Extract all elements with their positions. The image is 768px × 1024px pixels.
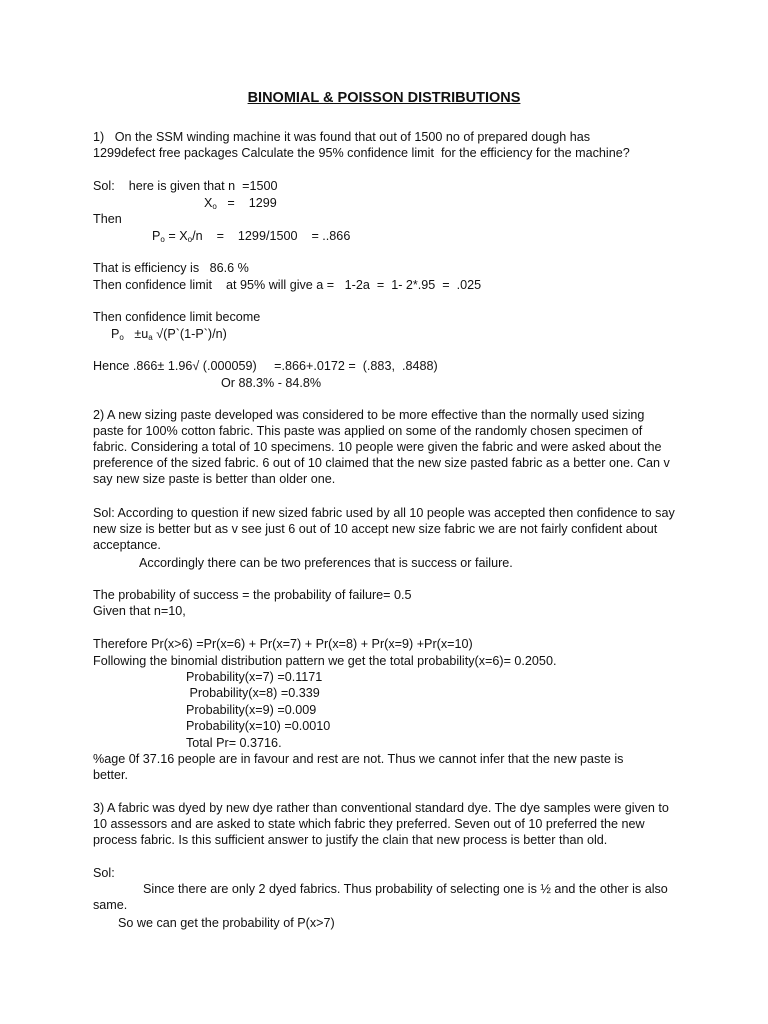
- q2-paragraph: 2) A new sizing paste developed was considered to be more effective than the normally used sizing paste for 100% cotton fabric. This paste was applied on some of the randomly chosen specimen of fabric. Considering a total of 10 specimens. 10 people were given the fabric and were asked about the preference of the sized fabric. 6 out of 10 claimed that the new size pasted fabric as a better one. Can v say new size paste is better than older one.: [93, 408, 670, 486]
- q1-efficiency: That is efficiency is 86.6 %: [93, 261, 249, 275]
- q2-prob-8: Probability(x=8) =0.339: [186, 686, 320, 700]
- q2-solution-paragraph: Sol: According to question if new sized fabric used by all 10 people was accepted then confidence to say new size is better but as v see just 6 out of 10 accept new size fabric we are not fairly confident about acceptance.: [93, 506, 675, 552]
- q2-therefore: Therefore Pr(x>6) =Pr(x=6) + Pr(x=7) + Pr(x=8) + Pr(x=9) +Pr(x=10): [93, 637, 473, 651]
- q2-percentage: %age 0f 37.16 people are in favour and rest are not. Thus we cannot infer that the new paste is better.: [93, 752, 624, 782]
- q3-paragraph: 3) A fabric was dyed by new dye rather than conventional standard dye. The dye samples were given to 10 assessors and are asked to state which fabric they preferred. Seven out of 10 preferred the new process fabric. Is this sufficient answer to justify the clain that new process is better than old.: [93, 801, 669, 847]
- q2-prob-success: The probability of success = the probability of failure= 0.5: [93, 588, 412, 602]
- q1-formula: [111, 326, 227, 346]
- q2-prob-7: Probability(x=7) =0.1171: [186, 670, 323, 684]
- q2-given: Given that n=10,: [93, 604, 186, 618]
- q3-so-we: So we can get the probability of P(x>7): [118, 916, 335, 930]
- x-value: = 1299: [216, 196, 277, 210]
- formula-p: P: [111, 327, 120, 341]
- q2-accordingly: Accordingly there can be two preferences that is success or failure.: [139, 556, 513, 570]
- p-rest: /n = 1299/1500 = ..866: [192, 229, 351, 243]
- q3-since: Since there are only 2 dyed fabrics. Thus probability of selecting one is ½ and the other is also same.: [93, 882, 668, 912]
- q2-prob-9: Probability(x=9) =0.009: [186, 703, 317, 717]
- q1-then: Then: [93, 212, 122, 226]
- q1-p-equation: [152, 228, 350, 248]
- page-title: BINOMIAL & POISSON DISTRIBUTIONS: [247, 90, 521, 106]
- q1-hence: Hence .866± 1.96√ (.000059) =.866+.0172 = (.883, .8488): [93, 359, 438, 373]
- p-subscript: o: [160, 235, 165, 244]
- q1-line2: 1299defect free packages Calculate the 95% confidence limit for the efficiency for the machine?: [93, 146, 630, 160]
- q2-following: Following the binomial distribution pattern we get the total probability(x=6)= 0.2050.: [93, 654, 557, 668]
- q1-sol-line1: Sol: here is given that n =1500: [93, 179, 278, 193]
- formula-mid: ±u: [123, 327, 149, 341]
- q2-total: Total Pr= 0.3716.: [186, 736, 282, 750]
- p-symbol: P: [152, 229, 161, 243]
- q1-sol-line2: [204, 195, 277, 215]
- formula-u-subscript: a: [148, 333, 153, 342]
- p-mid: = X: [164, 229, 188, 243]
- q3-sol: Sol:: [93, 866, 115, 880]
- formula-p-subscript: o: [119, 333, 124, 342]
- x-subscript: o: [212, 202, 217, 211]
- q1-or: Or 88.3% - 84.8%: [221, 376, 322, 390]
- q1-line1: 1) On the SSM winding machine it was found that out of 1500 no of prepared dough has: [93, 130, 591, 144]
- q1-confidence-become: Then confidence limit become: [93, 310, 261, 324]
- formula-rest: √(P`(1-P`)/n): [152, 327, 227, 341]
- x-symbol: X: [204, 196, 213, 210]
- q2-prob-10: Probability(x=10) =0.0010: [186, 719, 331, 733]
- q1-confidence: Then confidence limit at 95% will give a = 1-2a = 1- 2*.95 = .025: [93, 278, 482, 292]
- x-subscript-2: o: [187, 235, 193, 244]
